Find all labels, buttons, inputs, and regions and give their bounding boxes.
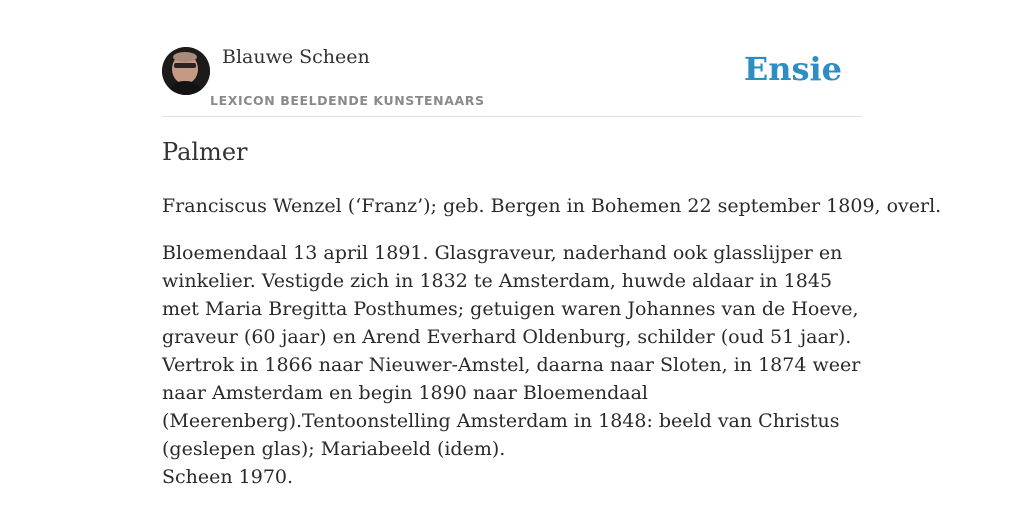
brand-logo[interactable]: Ensie — [743, 50, 842, 88]
article-card — [162, 0, 942, 512]
collection-label[interactable]: LEXICON BEELDENDE KUNSTENAARS — [210, 93, 485, 108]
author-avatar[interactable] — [162, 47, 210, 95]
article-paragraph-1: Franciscus Wenzel (‘Franz’); geb. Bergen in Bohemen 22 september 1809, overl. — [162, 195, 942, 217]
article-source: Scheen 1970. — [162, 466, 294, 488]
article-header — [162, 0, 862, 117]
article-title: Palmer — [162, 138, 248, 166]
user-avatar-icon — [162, 47, 210, 95]
article-paragraph-2: Bloemendaal 13 april 1891. Glasgraveur, naderhand ook glasslijper en winkelier. Vestigde zich in 1832 te Amsterdam, huwde aldaar in 1845 met Maria Bregitta Posthumes; getuigen waren Johannes van de Hoeve, graveur (60 jaar) en Arend Everhard Oldenburg, schilder (oud 51 jaar). Vertrok in 1866 naar Nieuwer-Amstel, daarna naar Sloten, in 1874 weer naar Amsterdam en begin 1890 naar Bloemendaal (Meerenberg).Tentoonstelling Amsterdam in 1848: beeld van Christus (geslepen glas); Mariabeeld (idem). — [162, 242, 861, 460]
author-name[interactable]: Blauwe Scheen — [222, 46, 370, 68]
